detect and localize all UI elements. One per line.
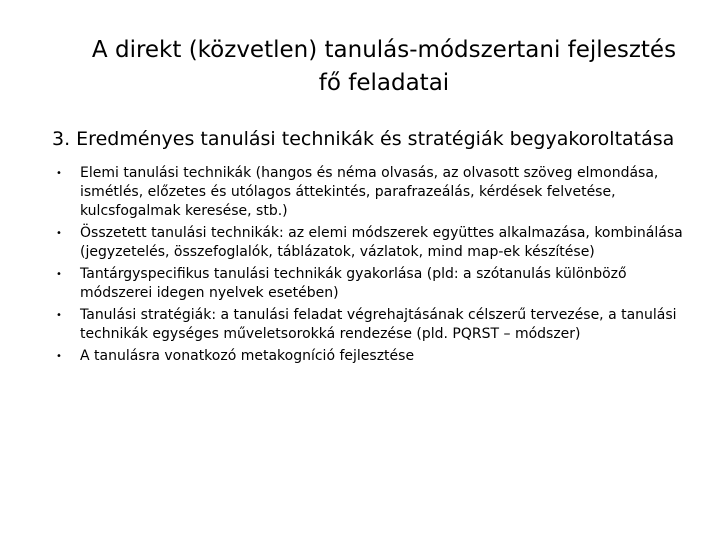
list-item-text: Tanulási stratégiák: a tanulási feladat végrehajtásának célszerű tervezése, a tanulási technikák egységes műveletsorokká rendezése (pld. PQRST – módszer): [80, 307, 677, 342]
list-item-text: Tantárgyspecifikus tanulási technikák gyakorlása (pld: a szótanulás különböző módszerei idegen nyelvek esetében): [80, 266, 627, 301]
list-item: [52, 164, 692, 221]
slide-title-line-2: fő feladatai: [318, 70, 450, 96]
list-item: [52, 224, 692, 262]
bullet-icon: •: [56, 351, 62, 362]
list-item: [52, 265, 692, 303]
slide-title-line-1: A direkt (közvetlen) tanulás-módszertani fejlesztés: [91, 37, 677, 63]
list-item: [52, 306, 692, 344]
bullet-icon: •: [56, 269, 62, 280]
bullet-icon: •: [56, 310, 62, 321]
slide-title: [60, 34, 708, 100]
section-heading: 3. Eredményes tanulási technikák és stratégiák begyakoroltatása: [52, 128, 675, 150]
list-item-text: Elemi tanulási technikák (hangos és néma olvasás, az olvasott szöveg elmondása, ismétlés, előzetes és utólagos áttekintés, parafrazeálás, kérdések felvetése, kulcsfogalmak keresése, stb.): [80, 165, 659, 219]
list-item: [52, 347, 692, 366]
list-item-text: Összetett tanulási technikák: az elemi módszerek együttes alkalmazása, kombinálása (jegyzetelés, összefoglalók, táblázatok, vázlatok, mind map-ek készítése): [80, 225, 683, 260]
bullet-icon: •: [56, 168, 62, 179]
list-item-text: A tanulásra vonatkozó metakogníció fejlesztése: [80, 348, 415, 364]
bullet-list: [52, 164, 692, 369]
bullet-icon: •: [56, 228, 62, 239]
